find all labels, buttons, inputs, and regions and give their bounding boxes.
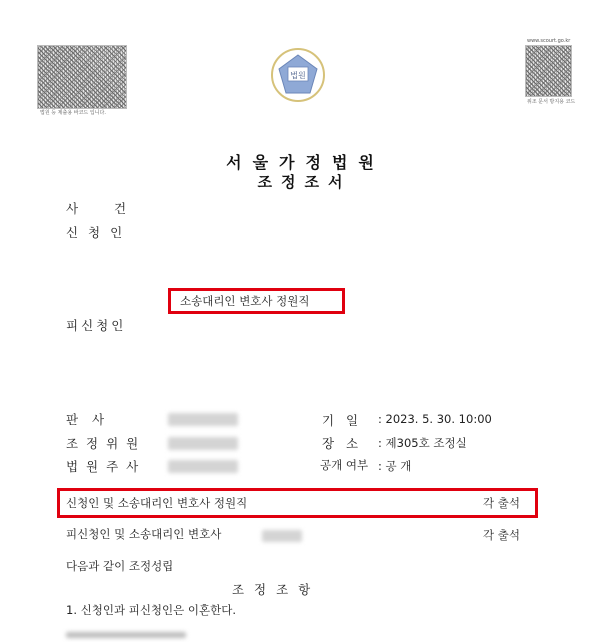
intro-text: 다음과 같이 조정성립: [66, 559, 174, 573]
public-value: : 공 개: [378, 459, 412, 473]
document-title: 조정조서: [257, 173, 352, 191]
barcode-left: [37, 45, 127, 109]
barcode-left-caption: 법원 등 제출용 바코드 입니다.: [40, 110, 106, 116]
court-seal-icon: [268, 47, 328, 105]
applicant-label: 신 청 인: [66, 225, 126, 240]
place-label: 장 소: [322, 436, 363, 451]
judge-name-redacted: [168, 411, 238, 430]
section-title: 조 정 조 항: [232, 582, 314, 597]
public-label: 공개 여부: [320, 458, 369, 472]
respondent-agent-redacted: [262, 527, 302, 546]
date-label: 기 일: [322, 413, 363, 428]
barcode-right-caption: 위조 문서 방지용 코드: [527, 99, 576, 105]
attendance-row-1-status: 각 출석: [483, 496, 520, 510]
mediator-name-redacted: [168, 435, 238, 454]
clerk-name-redacted: [168, 458, 238, 477]
mediator-label: 조 정 위 원: [66, 436, 141, 451]
respondent-label: 피신청인: [66, 318, 127, 333]
court-title: 서울가정법원: [226, 153, 385, 172]
seal-text: 법원: [290, 71, 306, 80]
barcode-right-url: www.scourt.go.kr: [527, 38, 571, 44]
attendance-row-2: 피신청인 및 소송대리인 변호사: [66, 527, 222, 541]
judge-label: 판 사: [66, 412, 110, 427]
date-value: : 2023. 5. 30. 10:00: [378, 412, 492, 426]
clause-1: 1. 신청인과 피신청인은 이혼한다.: [66, 603, 237, 617]
case-label: 사 건: [66, 201, 143, 216]
attendance-row-1: 신청인 및 소송대리인 변호사 정원직: [66, 496, 248, 510]
barcode-right: [525, 45, 572, 97]
clerk-label: 법 원 주 사: [66, 459, 141, 474]
applicant-agent: 소송대리인 변호사 정원직: [180, 294, 310, 308]
clause-2-cutoff: [66, 623, 186, 642]
attendance-row-2-status: 각 출석: [483, 528, 520, 542]
place-value: : 제305호 조정실: [378, 436, 467, 450]
